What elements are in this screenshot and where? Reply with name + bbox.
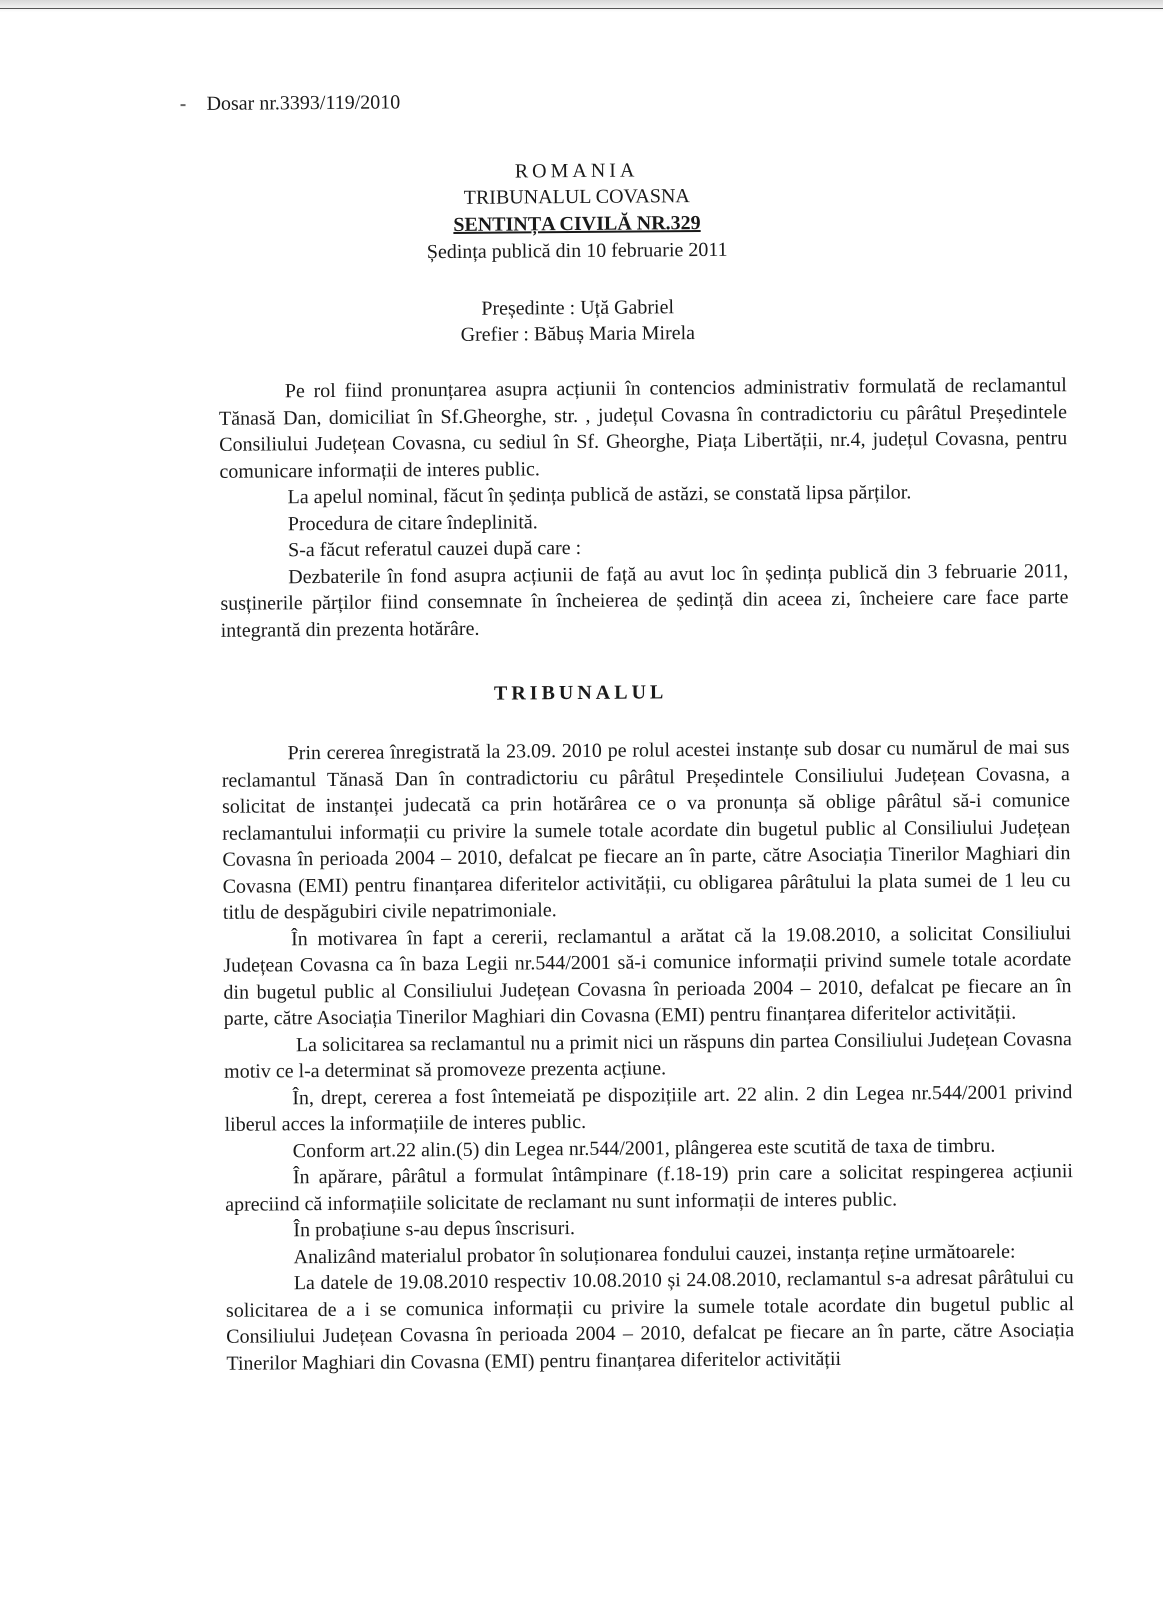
main-paragraph: În apărare, pârâtul a formulat întâmpinare (f.18-19) prin care a solicitat respingerea acțiunii apreciind că informațiile solicitate de reclamant nu sunt informații de interes public. [225, 1160, 1074, 1216]
intro-section [219, 372, 1069, 644]
main-paragraph: În probațiune s-au depus înscrisuri. [293, 1217, 576, 1242]
main-paragraph: La datele de 19.08.2010 respectiv 10.08.2010 și 24.08.2010, reclamantul s-a adresat pârâtului cu solicitarea de a i se comunica informații cu privire la sumele totale acordate din bugetul public al Consiliului Județean Covasna în perioada 2004 – 2010, defalcat pe fiecare an în parte, către Asociația Tinerilor Maghiari din Covasna (EMI) pentru finanțarea diferitelor activitățiі [225, 1266, 1075, 1375]
intro-paragraph: Pe rol fiind pronunțarea asupra acțiunii în contencios administrativ formulată de reclamantul Tănasă Dan, domiciliat în Sf.Gheorghe, str. , județul Covasna în contradictoriu cu pârâtul Președintele Consiliului Județean Covasna, cu sediul în Sf. Gheorghe, Piața Libertății, nr.4, județul Covasna, pentru comunicare informații de interes public. [218, 374, 1068, 483]
main-paragraph: În motivarea în fapt a cererii, reclamantul a arătat că la 19.08.2010, a solicitat Consiliului Județean Covasna ca în baza Legii nr.544/2001 să-i comunice informații privind sumele totale acordate din bugetul public al Consiliului Județean Covasna în perioada 2004 – 2010, defalcat pe fiecare an în parte, către Asociația Tinerilor Maghiari din Covasna (EMI) pentru finanțarea diferitelor activitățiі. [223, 921, 1072, 1030]
intro-paragraph: Dezbaterile în fond asupra acțiunii de față au avut loc în ședința publică din 3 februarie 2011, susținerile părților fiind consemnate în încheierea de ședință din aceea zi, încheiere care face parte integrantă din prezenta hotărâre. [220, 559, 1069, 642]
case-number: Dosar nr.3393/119/2010 [206, 91, 401, 115]
main-paragraph: Conform art.22 alin.(5) din Legea nr.544/2001, plângerea este scutită de taxa de timbru. [292, 1134, 996, 1162]
court-name: TRIBUNALUL COVASNA [463, 185, 690, 209]
country-heading: ROMANIA [514, 159, 639, 183]
main-paragraph: Analizând materialul probator în soluționarea fondului cauzei, instanța reține următoarele: [293, 1240, 1016, 1268]
main-section [222, 734, 1075, 1377]
session-date: Ședința publică din 10 februarie 2011 [426, 238, 728, 264]
intro-paragraph: La apelul nominal, făcut în ședința publică de astăzi, se constată lipsa părților. [287, 481, 912, 509]
main-paragraph: În, drept, cererea a fost întemeiată pe dispozițiile art. 22 alin. 2 din Legea nr.544/2001 privind liberul acces la informațiile de interes public. [224, 1080, 1073, 1136]
section-heading: TRIBUNALUL [493, 681, 668, 705]
intro-paragraph: Procedura de citare îndeplinită. [287, 510, 538, 535]
clerk-line: Grefier : Băbuș Maria Mirela [460, 322, 696, 346]
sentence-title: SENTINȚA CIVILĂ NR.329 [453, 212, 701, 236]
main-paragraph: Prin cererea înregistrată la 23.09. 2010 pe rolul acestei instanțe sub dosar cu numărul de mai sus reclamantul Tănasă Dan în contradictoriu cu pârâtul Președintele Consiliului Județean Covasna, a solicitat de instanței judecată ca prin hotărârea ce o va pronunța să oblige pârâtul să-i comunice reclamantului informații cu privire la sumele totale acordate din bugetul public al Consiliului Județean Covasna în perioada 2004 – 2010, defalcat pe fiecare an în parte, către Asociația Tinerilor Maghiari din Covasna (EMI) pentru finanțarea diferitelor activitățiі, cu obligarea pârâtului la plata sumei de 1 leu cu titlu de despăgubiri civile nepatrimoniale. [221, 736, 1071, 924]
intro-paragraph: S-a făcut referatul cauzei după care : [287, 536, 582, 562]
scan-mark [181, 104, 186, 106]
main-paragraph: La solicitarea sa reclamantul nu a primit nici un răspuns din partea Consiliului Județean Covasna motiv ce l-a determinat să promoveze prezenta acțiune. [224, 1027, 1072, 1083]
president-line: Președinte : Uță Gabriel [481, 296, 675, 320]
